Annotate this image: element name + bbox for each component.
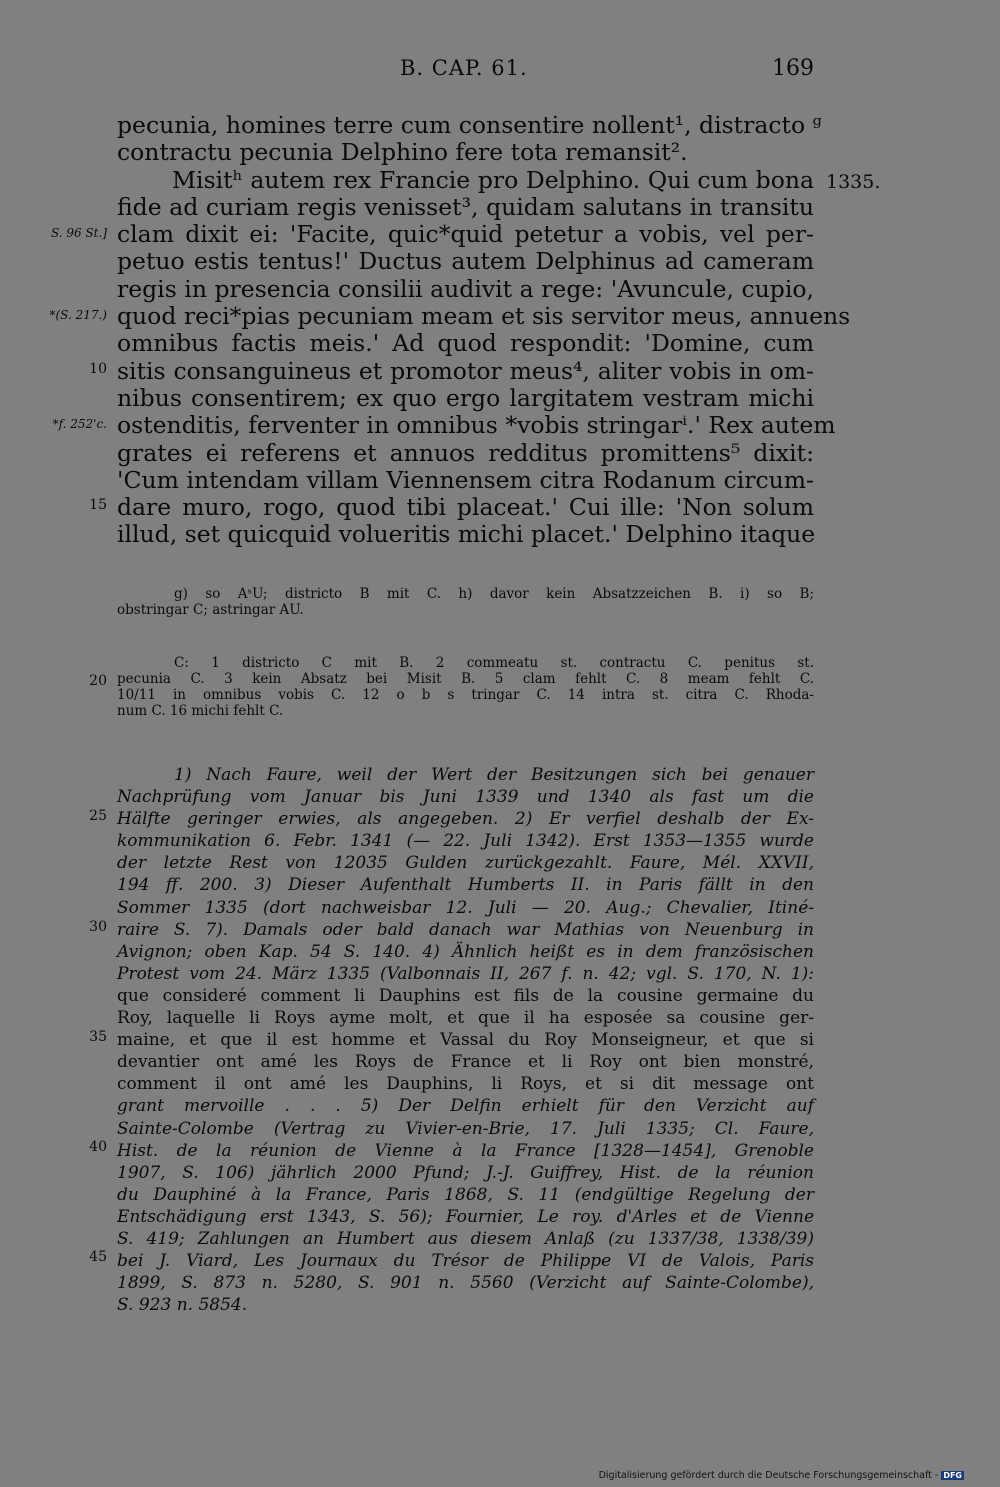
footnote-line: S. 923 n. 5854.: [117, 1295, 248, 1316]
text-line: regis in presencia consilii audivit a rege: 'Avuncule, cupio,: [117, 274, 814, 303]
text-line: omnibus factis meis.' Ad quod respondit: 'Domine, cum: [117, 329, 814, 358]
text-line: Misitʰ autem rex Francie pro Delphino. Qui cum bona: [172, 165, 814, 194]
line-number-25: 25: [89, 808, 107, 824]
apparatus-line: pecunia C. 3 kein Absatz bei Misit B. 5 clam fehlt C. 8 meam fehlt C.: [117, 671, 814, 687]
apparatus-line: 10/11 in omnibus vobis C. 12 o b s tringar C. 14 intra st. citra C. Rhoda-: [117, 687, 814, 703]
line-number-20: 20: [89, 673, 107, 689]
margin-year: 1335.: [826, 171, 881, 193]
text-line: 'Cum intendam villam Viennensem citra Rodanum circum-: [117, 465, 814, 494]
text-line: dare muro, rogo, quod tibi placeat.' Cui ille: 'Non solum: [117, 493, 814, 522]
apparatus-line: num C. 16 michi fehlt C.: [117, 703, 284, 719]
apparatus-line: g) so AˢU; districto B mit C. h) davor kein Absatzzeichen B. i) so B;: [174, 586, 814, 602]
footnote-line: Avignon; oben Kap. 54 S. 140. 4) Ähnlich heißt es in dem französischen: [117, 941, 814, 962]
footnote-line: bei J. Viard, Les Journaux du Trésor de Philippe VI de Valois, Paris: [117, 1251, 814, 1272]
line-number-45: 45: [89, 1249, 107, 1265]
footnote-line: devantier ont amé les Roys de France et li Roy ont bien monstré,: [117, 1052, 814, 1073]
footnote-line: 1899, S. 873 n. 5280, S. 901 n. 5560 (Verzicht auf Sainte-Colombe),: [117, 1273, 814, 1294]
apparatus-numbers: [117, 655, 814, 719]
line-number-35: 35: [89, 1029, 107, 1045]
apparatus-line: C: 1 districto C mit B. 2 commeatu st. contractu C. penitus st.: [174, 655, 814, 671]
credit-text: Digitalisierung gefördert durch die Deutsche Forschungsgemeinschaft -: [598, 1470, 939, 1481]
margin-ref-s217: *(S. 217.): [49, 308, 107, 322]
page-number: 169: [772, 56, 814, 81]
margin-ref-s96: S. 96 St.]: [50, 226, 107, 240]
footnote-line: der letzte Rest von 12035 Gulden zurückgezahlt. Faure, Mél. XXVII,: [117, 853, 814, 874]
footnote-line: raire S. 7). Damals oder bald danach war Mathias von Neuenburg in: [117, 919, 814, 940]
footnote-line: S. 419; Zahlungen an Humbert aus diesem Anlaß (zu 1337/38, 1338/39): [117, 1228, 814, 1249]
footnote-line: que consideré comment li Dauphins est fils de la cousine germaine du: [117, 985, 814, 1006]
running-head: B. CAP. 61.: [400, 56, 528, 80]
page-header: [0, 56, 1000, 86]
footnote-line: Hist. de la réunion de Vienne à la France [1328—1454], Grenoble: [117, 1140, 814, 1161]
footnote-line: 1907, S. 106) jährlich 2000 Pfund; J.-J. Guiffrey, Hist. de la réunion: [117, 1162, 814, 1183]
footnote-line: Roy, laquelle li Roys ayme molt, et que il ha esposée sa cousine ger-: [117, 1008, 814, 1029]
dfg-logo: DFG: [943, 1471, 962, 1480]
footnote-line: Hälfte geringer erwies, als angegeben. 2) Er verfiel deshalb der Ex-: [117, 809, 814, 830]
text-line: contractu pecunia Delphino fere tota remansit².: [117, 138, 688, 167]
footnote-line: Protest vom 24. März 1335 (Valbonnais II, 267 f. n. 42; vgl. S. 170, N. 1):: [117, 963, 814, 984]
text-line: grates ei referens et annuos redditus promittens⁵ dixit:: [117, 438, 814, 467]
footnote-line: kommunikation 6. Febr. 1341 (— 22. Juli 1342). Erst 1353—1355 wurde: [117, 831, 814, 852]
text-line: clam dixit ei: 'Facite, quic*quid petetur a vobis, vel per-: [117, 220, 814, 249]
footnote-line: grant mervoille . . . 5) Der Delfin erhielt für den Verzicht auf: [117, 1096, 814, 1117]
margin-ref-f252: *f. 252'c.: [52, 417, 107, 431]
footnote-line: 194 ff. 200. 3) Dieser Aufenthalt Humberts II. in Paris fällt in den: [117, 875, 814, 896]
footnote-line: maine, et que il est homme et Vassal du Roy Monseigneur, et que si: [117, 1030, 814, 1051]
footnote-line: Entschädigung erst 1343, S. 56); Fournier, Le roy. d'Arles et de Vienne: [117, 1206, 814, 1227]
footnote-line: Sainte-Colombe (Vertrag zu Vivier-en-Brie, 17. Juli 1335; Cl. Faure,: [117, 1118, 814, 1139]
text-line: petuo estis tentus!' Ductus autem Delphinus ad cameram: [117, 247, 814, 276]
text-line: illud, set quicquid volueritis michi placet.' Delphino itaque: [117, 520, 816, 549]
main-text: [117, 111, 851, 549]
footnote-line: Sommer 1335 (dort nachweisbar 12. Juli — 20. Aug.; Chevalier, Itiné-: [117, 897, 814, 918]
text-line: ostenditis, ferventer in omnibus *vobis stringarⁱ.' Rex autem: [117, 411, 836, 440]
footnote-line: du Dauphiné à la France, Paris 1868, S. 11 (endgültige Regelung der: [117, 1184, 814, 1205]
line-number-10: 10: [89, 361, 107, 377]
line-number-40: 40: [89, 1139, 107, 1155]
apparatus-letters: [117, 587, 814, 618]
text-line: pecunia, homines terre cum consentire nollent¹, distracto ᵍ: [117, 111, 822, 139]
apparatus-line: obstringar C; astringar AU.: [117, 601, 304, 618]
footnote-line: 1) Nach Faure, weil der Wert der Besitzungen sich bei genauer: [174, 765, 814, 785]
footnote-line: comment il ont amé les Dauphins, li Roys, et si dit message ont: [117, 1074, 814, 1095]
text-line: nibus consentirem; ex quo ergo largitatem vestram michi: [117, 383, 814, 412]
text-line: quod reci*pias pecuniam meam et sis servitor meus, annuens: [117, 302, 851, 331]
footnote-line: Nachprüfung vom Januar bis Juni 1339 und 1340 als fast um die: [117, 787, 814, 808]
digitization-credit: [599, 1470, 964, 1481]
text-line: sitis consanguineus et promotor meus⁴, aliter vobis in om-: [117, 356, 814, 385]
footnotes: [117, 764, 814, 1316]
line-number-15: 15: [89, 497, 107, 513]
text-line: fide ad curiam regis venisset³, quidam salutans in transitu: [117, 192, 814, 221]
line-number-30: 30: [89, 919, 107, 935]
